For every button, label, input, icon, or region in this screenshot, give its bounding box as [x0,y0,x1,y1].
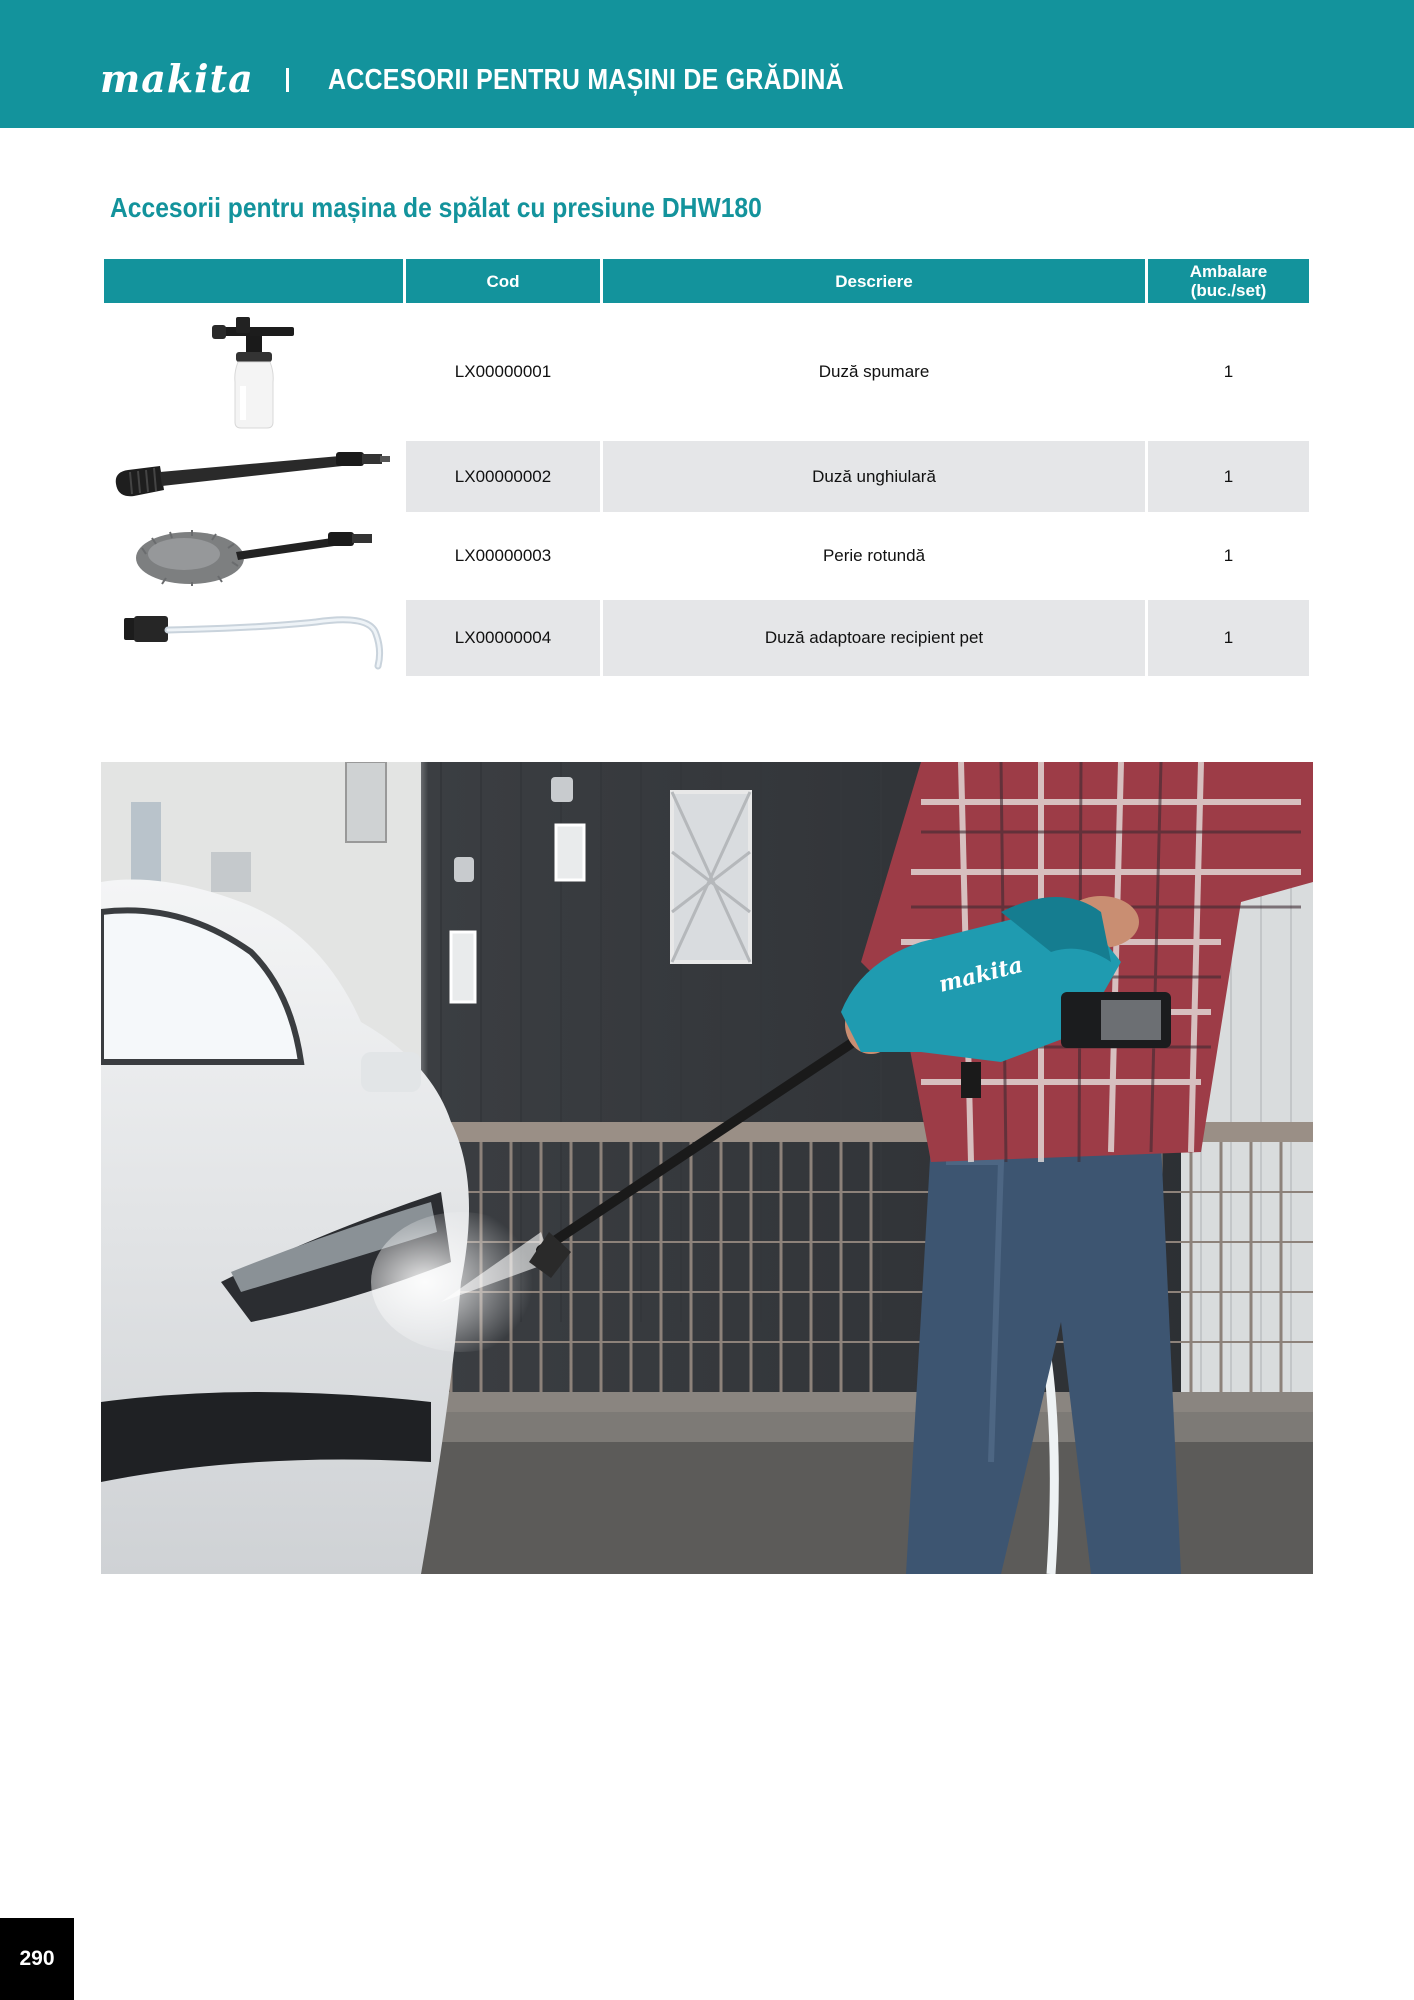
angled-nozzle-image [108,444,398,515]
foam-nozzle-image [200,310,310,435]
row-4-code: LX00000004 [454,628,552,647]
table-header-code: Cod [406,259,600,303]
row-3-code: LX00000003 [454,546,552,565]
row-1-code: LX00000001 [454,362,552,381]
header-bar [0,0,1414,128]
row-4-description: Duză adaptoare recipient pet [764,628,984,647]
row-1-pack: 1 [1223,362,1234,381]
round-brush-image [132,514,382,591]
row-3-description: Perie rotundă [822,546,926,565]
table-header-pack: Ambalare (buc./set) [1148,259,1309,303]
header-title: ACCESORII PENTRU MAȘINI DE GRĂDINĂ [328,64,844,96]
table-header-image-column [104,259,403,303]
tool-logo: makita [936,951,1026,998]
section-title: Accesorii pentru mașina de spălat cu presiune DHW180 [110,192,762,223]
row-2-code: LX00000002 [454,466,552,486]
row-1-description: Duză spumare [818,362,930,381]
pet-bottle-adapter-image [120,604,390,679]
row-2-pack: 1 [1223,466,1234,486]
product-usage-photo [101,762,1313,1574]
makita-logo: makita [100,56,254,101]
row-2-description: Duză unghiulară [812,466,936,486]
row-3-pack: 1 [1223,546,1234,565]
header-separator [286,68,289,92]
row-4-pack: 1 [1223,628,1234,647]
page-number: 290 [0,1918,74,2000]
table-header-description: Descriere [603,259,1145,303]
